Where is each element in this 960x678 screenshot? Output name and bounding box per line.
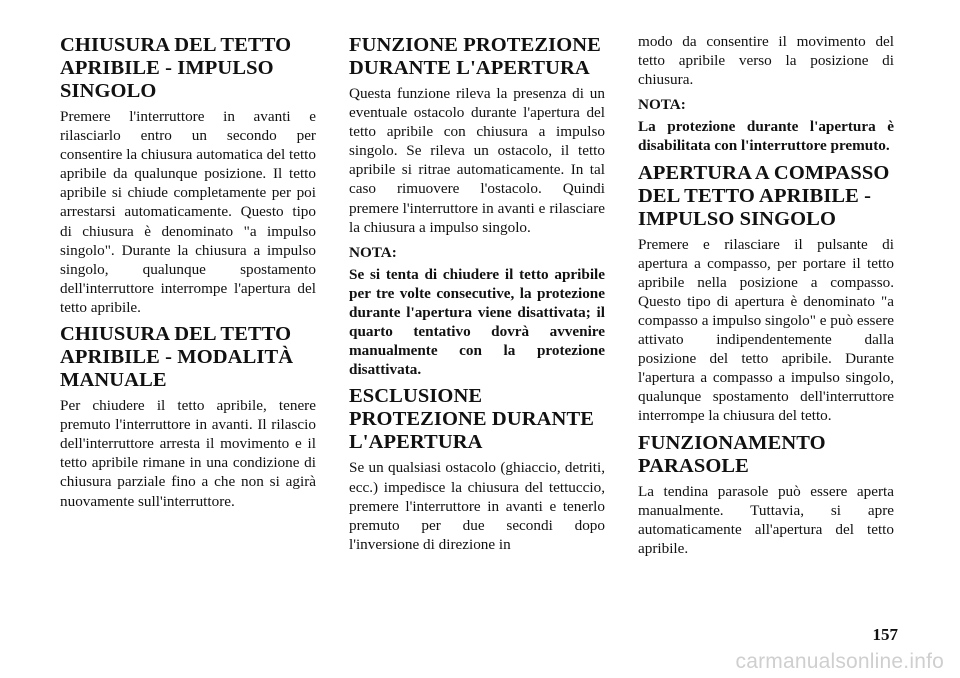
section-body: modo da consentire il movimento del tetto apribile verso la posizione di chiusura. bbox=[638, 33, 894, 89]
section-apertura-compasso bbox=[638, 162, 894, 426]
section-heading: APERTURA A COMPASSO DEL TETTO APRIBILE - IMPULSO SINGOLO bbox=[638, 161, 890, 230]
column-3 bbox=[638, 32, 894, 564]
section-esclusione-protezione bbox=[349, 385, 605, 553]
section-heading: CHIUSURA DEL TETTO APRIBILE - MODALITÀ MANUALE bbox=[60, 323, 294, 392]
section-body: Se un qualsiasi ostacolo (ghiaccio, detriti, ecc.) impedisce la chiusura del tettuccio, premere l'interruttore in avanti e tenerlo premuto per due secondi dopo l'inversione di direzione in bbox=[349, 459, 605, 553]
section-heading: FUNZIONAMENTO PARASOLE bbox=[638, 431, 826, 477]
section-heading: CHIUSURA DEL TETTO APRIBILE - IMPULSO SINGOLO bbox=[60, 34, 292, 102]
section-protezione-apertura bbox=[349, 34, 605, 379]
section-body: La tendina parasole può essere aperta manualmente. Tuttavia, si apre automaticamente all'apertura del tetto apribile. bbox=[638, 482, 894, 557]
section-heading: FUNZIONE PROTEZIONE DURANTE L'APERTURA bbox=[349, 34, 601, 79]
section-body: Questa funzione rileva la presenza di un eventuale ostacolo durante l'apertura del tetto apribile con chiusura a impulso singolo. Se rileva un ostacolo, il tetto apribile si ritrae automaticamente. In tal caso rimuovere l'ostacolo. Quindi premere l'interruttore in avanti e rilasciare la chiusura a impulso singolo. bbox=[349, 85, 605, 236]
watermark: carmanualsonline.info bbox=[735, 650, 944, 673]
column-1 bbox=[60, 32, 316, 517]
section-heading: ESCLUSIONE PROTEZIONE DURANTE L'APERTURA bbox=[349, 385, 594, 454]
note-text: Se si tenta di chiudere il tetto apribile per tre volte consecutive, la protezione durante l'apertura viene disattivata; il quarto tentativo dovrà avvenire manualmente con la protezione disattivata. bbox=[349, 265, 605, 379]
section-chiusura-impulso bbox=[60, 34, 316, 317]
section-body: Premere l'interruttore in avanti e rilasciarlo entro un secondo per consentire la chiusura automatica del tetto apribile da qualunque posizione. Il tetto apribile si chiude completamente per poi arrestarsi automaticamente. Questo tipo di chiusura è denominato "a impulso singolo". Durante la chiusura a impulso singolo, qualunque spostamento dell'interruttore interrompe l'apertura del tetto apribile. bbox=[60, 108, 316, 316]
section-parasole bbox=[638, 432, 894, 558]
section-body: Premere e rilasciare il pulsante di apertura a compasso, per portare il tetto apribile nella posizione a compasso. Questo tipo di apertura è denominato "a compasso a impulso singolo" e può essere attivato indipendentemente dalla posizione del tetto apribile. Durante l'apertura a compasso a impulso singolo, qualunque spostamento dell'interruttore interrompe la chiusura del tetto. bbox=[638, 235, 894, 425]
note-label: NOTA: bbox=[638, 96, 686, 114]
section-continuation bbox=[638, 32, 894, 156]
note-label: NOTA: bbox=[349, 243, 397, 261]
section-chiusura-manuale bbox=[60, 323, 316, 511]
note-text: La protezione durante l'apertura è disabilitata con l'interruttore premuto. bbox=[638, 118, 894, 155]
section-body: Per chiudere il tetto apribile, tenere premuto l'interruttore in avanti. Il rilascio dell'interruttore arresta il movimento e il tetto apribile rimane in una condizione di chiusura parziale fino a che non si agirà nuovamente sull'interruttore. bbox=[60, 397, 316, 510]
page-number: 157 bbox=[872, 625, 898, 644]
column-2 bbox=[349, 32, 605, 560]
